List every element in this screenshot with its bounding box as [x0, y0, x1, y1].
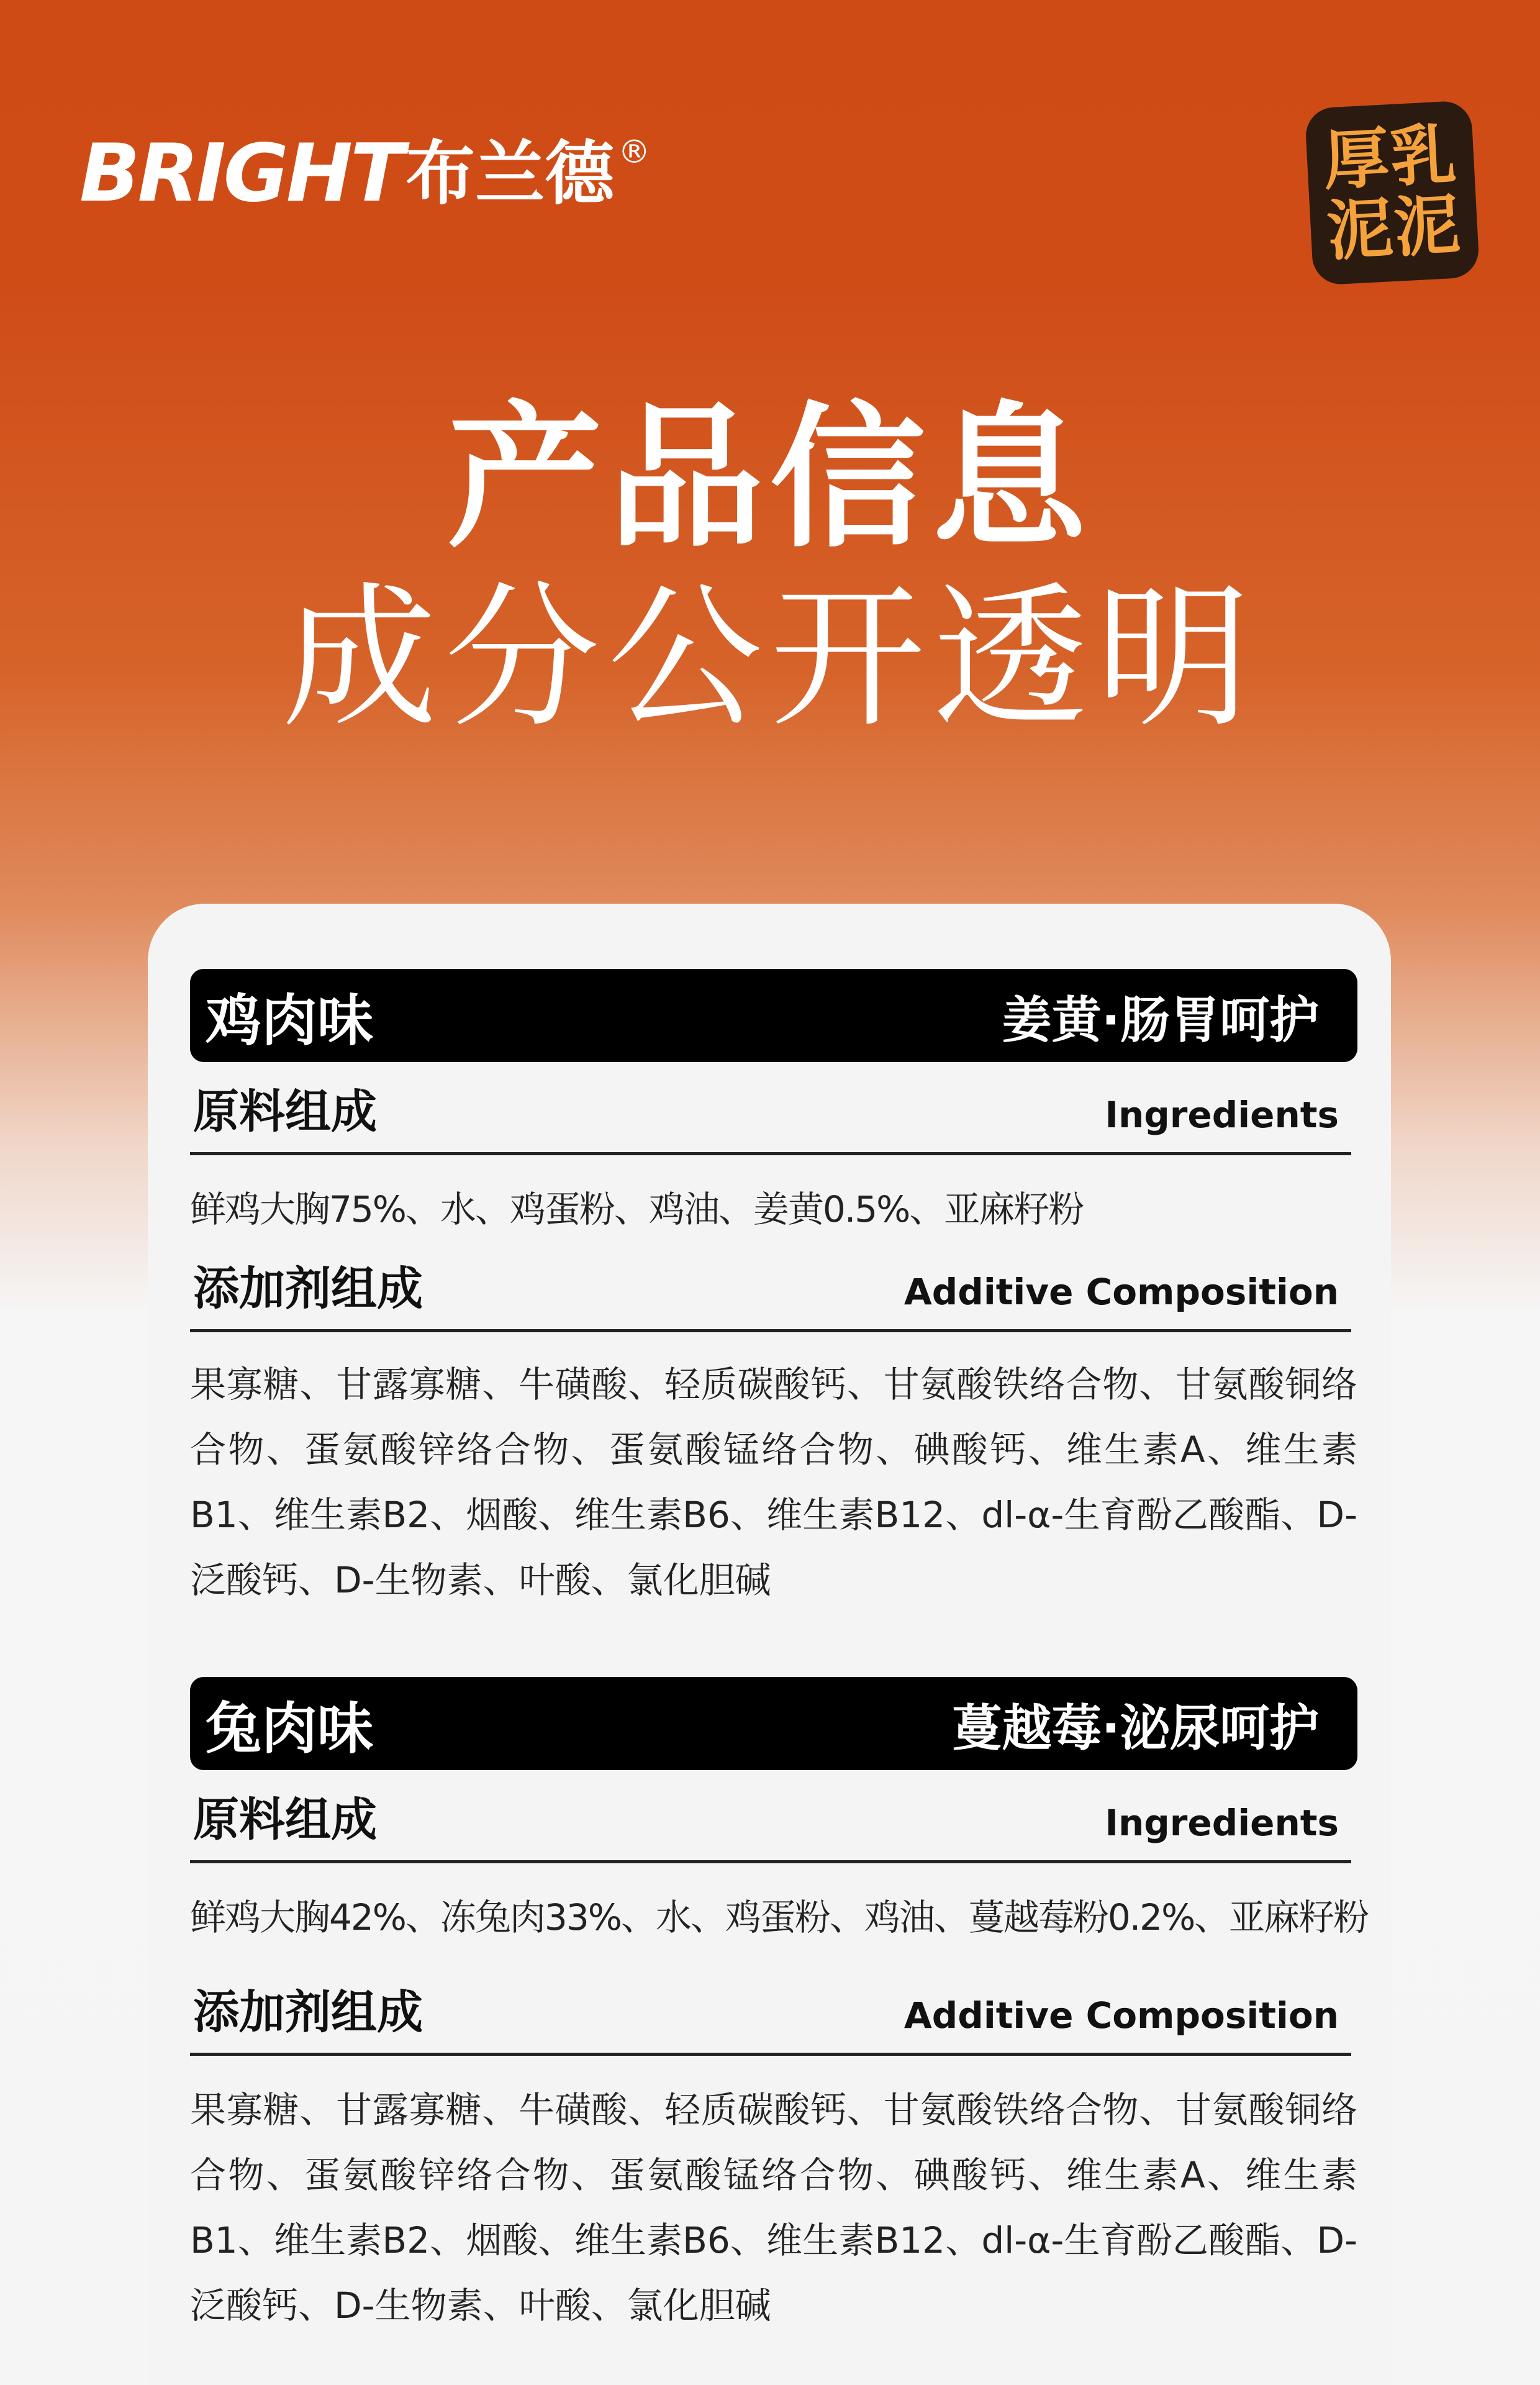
flavor-name: 兔肉味	[206, 1696, 373, 1761]
ingredients-heading-cn: 原料组成	[193, 1085, 377, 1138]
flavor-bar-chicken	[190, 969, 1364, 1062]
brand-name-cn: 布兰德	[405, 134, 615, 214]
badge-line-2: 泥泥	[1325, 186, 1464, 270]
flavor-bar	[190, 1677, 1357, 1770]
registered-mark: ®	[618, 134, 651, 171]
ingredients-header-chicken	[190, 1084, 1364, 1155]
additive-header-chicken	[190, 1261, 1364, 1332]
additive-text-chicken: 果寡糖、甘露寡糖、牛磺酸、轻质碳酸钙、甘氨酸铁络合物、甘氨酸铜络合物、蛋氨酸锌络合物、蛋氨酸锰络合物、碘酸钙、维生素A、维生素B1、维生素B2、烟酸、维生素B6、维生素B12、dl-α-生育酚乙酸酯、D-泛酸钙、D-生物素、叶酸、氯化胆碱	[190, 1363, 1357, 1601]
additive-header-rabbit	[190, 1984, 1364, 2056]
flavor-benefit: 蔓越莓·泌尿呵护	[952, 1699, 1319, 1757]
additive-heading-cn: 添加剂组成	[193, 1986, 423, 2039]
additive-heading-en: Additive Composition	[904, 1271, 1339, 1313]
ingredients-header-rabbit	[190, 1792, 1364, 1863]
badge-line-1: 厚乳	[1321, 116, 1460, 199]
ingredients-heading-en: Ingredients	[1105, 1802, 1339, 1844]
page-subtitle: 成分公开透明	[282, 568, 1258, 748]
additive-heading-cn: 添加剂组成	[193, 1262, 423, 1315]
ingredients-heading-en: Ingredients	[1105, 1094, 1339, 1136]
product-info-card	[148, 904, 1391, 2385]
product-badge	[1305, 100, 1480, 286]
brand-logo	[79, 127, 650, 220]
flavor-benefit: 姜黄·肠胃呵护	[1002, 991, 1319, 1049]
page-title: 产品信息	[447, 388, 1093, 568]
additive-heading-en: Additive Composition	[904, 1994, 1339, 2037]
ingredients-heading-cn: 原料组成	[193, 1793, 377, 1847]
flavor-bar	[190, 969, 1357, 1062]
ingredients-text-rabbit: 鲜鸡大胸42%、冻兔肉33%、水、鸡蛋粉、鸡油、蔓越莓粉0.2%、亚麻籽粉	[190, 1896, 1369, 1938]
additive-text-rabbit: 果寡糖、甘露寡糖、牛磺酸、轻质碳酸钙、甘氨酸铁络合物、甘氨酸铜络合物、蛋氨酸锌络合物、蛋氨酸锰络合物、碘酸钙、维生素A、维生素B1、维生素B2、烟酸、维生素B6、维生素B12、dl-α-生育酚乙酸酯、D-泛酸钙、D-生物素、叶酸、氯化胆碱	[190, 2089, 1357, 2327]
flavor-name: 鸡肉味	[206, 988, 373, 1053]
ingredients-text-chicken: 鲜鸡大胸75%、水、鸡蛋粉、鸡油、姜黄0.5%、亚麻籽粉	[190, 1188, 1084, 1230]
flavor-bar-rabbit	[190, 1677, 1364, 1770]
brand-name-en: BRIGHT	[79, 127, 402, 220]
